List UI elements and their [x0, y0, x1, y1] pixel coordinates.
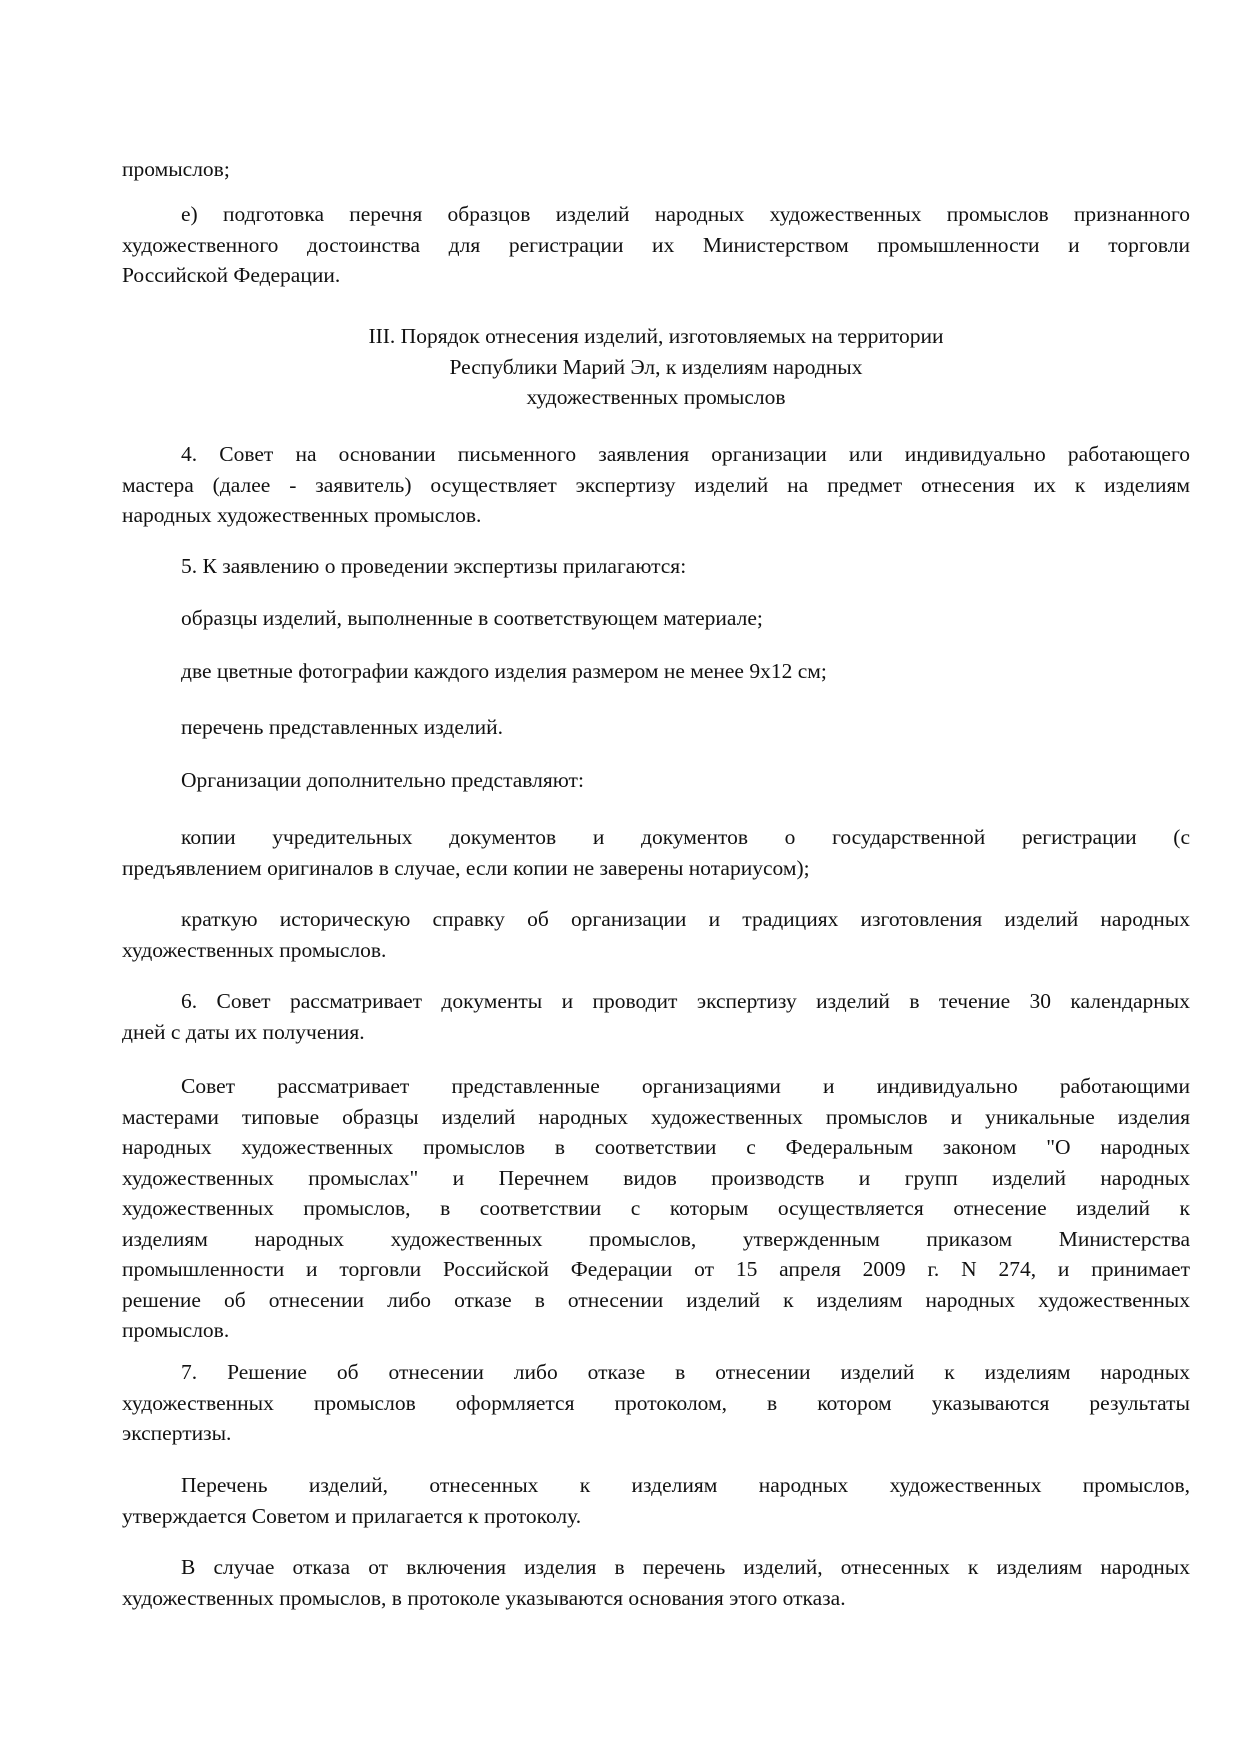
- paragraph-item-e: [122, 199, 1190, 291]
- text-line: мастера (далее - заявитель) осуществляет экспертизу изделий на предмет отнесения их к изделиям: [122, 472, 1190, 497]
- text-line: народных художественных промыслов.: [122, 503, 482, 527]
- text-line: художественного достоинства для регистрации их Министерством промышленности и торговли: [122, 232, 1190, 257]
- text-line: 4. Совет на основании письменного заявления организации или индивидуально работающего: [181, 442, 1190, 466]
- text-line: Перечень изделий, отнесенных к изделиям народных художественных промыслов,: [181, 1473, 1190, 1497]
- section-heading: [122, 321, 1190, 413]
- text-line: две цветные фотографии каждого изделия размером не менее 9x12 см;: [181, 659, 827, 683]
- text-line: III. Порядок отнесения изделий, изготовляемых на территории: [368, 324, 944, 348]
- text-line: Республики Марий Эл, к изделиям народных: [449, 354, 863, 379]
- paragraph-6-council: [122, 1071, 1190, 1346]
- text-line: дней с даты их получения.: [122, 1019, 365, 1044]
- paragraph-5-organizations: [122, 765, 1190, 796]
- text-line: решение об отнесении либо отказе в отнесении изделий к изделиям народных художественных: [122, 1287, 1190, 1312]
- text-line: художественных промыслов, в протоколе указываются основания этого отказа.: [122, 1585, 846, 1610]
- paragraph-7-list: [122, 1470, 1190, 1531]
- text-line: 6. Совет рассматривает документы и проводит экспертизу изделий в течение 30 календарных: [181, 989, 1190, 1013]
- text-line: художественных промыслов: [526, 385, 786, 409]
- paragraph-5-samples: [122, 603, 1190, 634]
- paragraph-7-refusal: [122, 1552, 1190, 1613]
- text-line: 5. К заявлению о проведении экспертизы прилагаются:: [181, 554, 687, 578]
- text-line: Российской Федерации.: [122, 263, 341, 287]
- text-line: предъявлением оригиналов в случае, если копии не заверены нотариусом);: [122, 855, 810, 880]
- text-line: промыслов.: [122, 1318, 230, 1342]
- text-line: е) подготовка перечня образцов изделий народных художественных промыслов признанного: [181, 202, 1190, 226]
- text-line: В случае отказа от включения изделия в перечень изделий, отнесенных к изделиям народных: [181, 1555, 1190, 1579]
- paragraph-5-history: [122, 904, 1190, 965]
- text-line: народных художественных промыслов в соответствии с Федеральным законом "О народных: [122, 1135, 1190, 1159]
- paragraph-5-copies: [122, 822, 1190, 883]
- text-line: экспертизы.: [122, 1421, 232, 1445]
- paragraph-5-photos: [122, 656, 1190, 687]
- paragraph-5-list: [122, 712, 1190, 743]
- paragraph-7: [122, 1357, 1190, 1449]
- text-line: Организации дополнительно представляют:: [181, 768, 584, 792]
- text-line: промыслов;: [122, 157, 230, 181]
- paragraph-continuation: [122, 154, 1190, 185]
- text-line: Совет рассматривает представленные организациями и индивидуально работающими: [181, 1074, 1190, 1098]
- text-line: художественных промыслов, в соответствии с которым осуществляется отнесение изделий к: [122, 1196, 1190, 1220]
- paragraph-4: [122, 439, 1190, 531]
- text-line: мастерами типовые образцы изделий народных художественных промыслов и уникальные изделия: [122, 1104, 1190, 1129]
- text-line: образцы изделий, выполненные в соответствующем материале;: [181, 606, 763, 630]
- text-line: художественных промыслов.: [122, 937, 387, 962]
- text-line: промышленности и торговли Российской Федерации от 15 апреля 2009 г. N 274, и принимает: [122, 1257, 1190, 1281]
- text-line: изделиям народных художественных промыслов, утвержденным приказом Министерства: [122, 1226, 1190, 1251]
- text-line: перечень представленных изделий.: [181, 715, 503, 739]
- text-line: художественных промыслов оформляется протоколом, в котором указываются результаты: [122, 1390, 1190, 1415]
- text-line: 7. Решение об отнесении либо отказе в отнесении изделий к изделиям народных: [181, 1360, 1190, 1384]
- text-line: художественных промыслах" и Перечнем видов производств и групп изделий народных: [122, 1165, 1190, 1190]
- text-line: утверждается Советом и прилагается к протоколу.: [122, 1503, 582, 1528]
- text-line: копии учредительных документов и документов о государственной регистрации (с: [181, 825, 1190, 849]
- paragraph-5: [122, 551, 1190, 582]
- paragraph-6: [122, 986, 1190, 1047]
- text-line: краткую историческую справку об организации и традициях изготовления изделий народных: [181, 907, 1190, 931]
